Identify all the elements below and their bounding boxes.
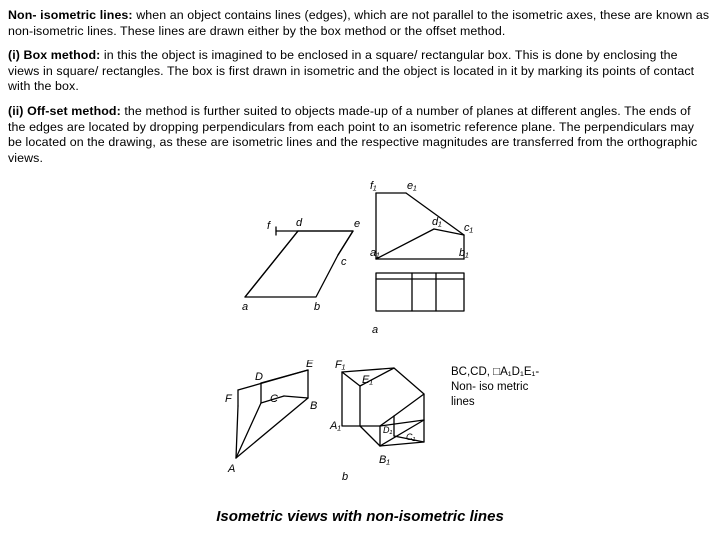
label-C: C bbox=[270, 393, 278, 406]
paragraph-body: the method is further suited to objects made-up of a number of planes at different angles. The ends of the edges are located by dropping perpendiculars from each point to an isometric reference plane. The perpendiculars may be located on the drawing, as these are isometric lines and the respective magnitudes are transferred from the orthographic views. bbox=[8, 103, 698, 165]
label-e1: e₁ bbox=[407, 180, 417, 193]
paragraph-body: when an object contains lines (edges), which are not parallel to the isometric axes, these are known as non-isometric lines. These lines are drawn either by the box method or the offset method. bbox=[8, 8, 710, 38]
label-E: E bbox=[306, 360, 314, 371]
paragraph-lead: Non- isometric lines: bbox=[8, 8, 133, 22]
label-c: c bbox=[341, 256, 347, 269]
paragraph-lead: (i) Box method: bbox=[8, 48, 101, 63]
figure-top-group bbox=[8, 175, 720, 375]
label-B1: B₁ bbox=[379, 454, 390, 467]
label-f1: f₁ bbox=[370, 180, 377, 193]
figure-sublabel-a: a bbox=[372, 324, 379, 337]
note-line-3: lines bbox=[451, 396, 475, 409]
label-c1: c₁ bbox=[464, 222, 473, 235]
plate-edge-D-E bbox=[261, 370, 308, 383]
label-D: D bbox=[255, 371, 263, 384]
figure-sublabel-b: b bbox=[342, 471, 349, 484]
note-line-2: Non- iso metric bbox=[451, 381, 529, 394]
ortho-edge-d-a bbox=[245, 231, 298, 297]
paragraph-non-isometric-lines bbox=[8, 8, 710, 39]
plate-edge-A-B bbox=[236, 398, 308, 458]
label-B: B bbox=[310, 400, 318, 413]
solid-inner-edge-E1 bbox=[342, 372, 360, 426]
label-b1: b₁ bbox=[459, 247, 469, 260]
label-e: e bbox=[354, 218, 361, 231]
label-d: d bbox=[296, 217, 303, 230]
paragraph-offset-method bbox=[8, 104, 710, 166]
paragraph-body: in this the object is imagined to be enclosed in a square/ rectangular box. This is done by enclosing the views in square/ rectangles. The box is first drawn in isometric and the object is located in it by marking its points of contact with the box. bbox=[8, 48, 695, 94]
label-a: a bbox=[242, 301, 249, 314]
label-a1: a₁ bbox=[370, 247, 380, 260]
label-b: b bbox=[314, 301, 321, 314]
label-F: F bbox=[225, 393, 232, 406]
figure-isometric-views bbox=[8, 175, 720, 535]
label-F1: F₁ bbox=[335, 360, 346, 372]
solid-edge-top-right bbox=[394, 394, 424, 416]
iso-edge-d1-a1 bbox=[376, 229, 434, 259]
plate-left-lower bbox=[236, 406, 238, 458]
label-A: A bbox=[228, 463, 236, 476]
label-E1: E₁ bbox=[362, 374, 373, 387]
paragraph-lead: (ii) Off-set method: bbox=[8, 103, 121, 118]
label-d1: d₁ bbox=[432, 216, 442, 229]
label-A1: A₁ bbox=[330, 420, 341, 433]
plate-edge-D-A bbox=[236, 403, 261, 458]
solid-edge-A1 bbox=[360, 426, 380, 446]
ortho-edge-c-e bbox=[338, 231, 353, 255]
label-C1: C₁ bbox=[406, 432, 416, 443]
label-f: f bbox=[267, 220, 271, 233]
label-D1: D₁ bbox=[383, 425, 393, 436]
paragraph-box-method bbox=[8, 48, 710, 95]
figure-caption: Isometric views with non-isometric lines bbox=[216, 508, 504, 525]
ortho-shape-outline bbox=[245, 231, 353, 297]
note-line-1: BC,CD, □A₁D₁E₁- bbox=[451, 366, 540, 379]
plate-edge-C-B bbox=[284, 396, 308, 398]
